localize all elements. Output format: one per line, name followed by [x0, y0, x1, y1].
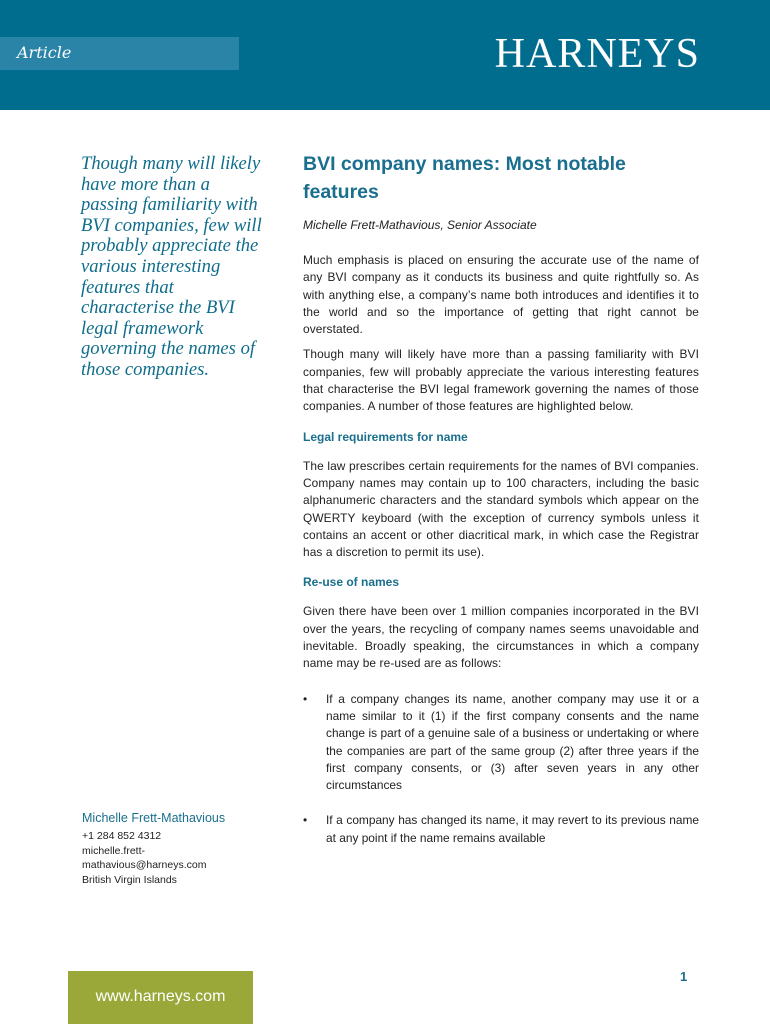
- article-tab-label: Article: [17, 43, 72, 62]
- article-tab: [0, 37, 239, 70]
- bullet-item: [303, 812, 699, 847]
- author-contact: [82, 811, 262, 887]
- section-paragraph: Given there have been over 1 million companies incorporated in the BVI over the years, the recycling of company names seems unavoidable and inevitable. Broadly speaking, the circumstances in which a company name may be re-used are as follows:: [303, 604, 699, 671]
- bullet-icon: •: [303, 813, 308, 828]
- website-link[interactable]: www.harneys.com: [95, 988, 226, 1005]
- author-email-line1: michelle.frett-: [82, 844, 146, 857]
- section-paragraph: The law prescribes certain requirements for the names of BVI companies. Company names may contain up to 100 characters, including the basic alphanumeric characters and the standard symbols which appear on the QWERTY keyboard (with the exception of currency symbols unless it contains an accent or other diacritical mark, in which case the Registrar has a discretion to permit its use).: [303, 458, 699, 560]
- author-email-line2: mathavious@harneys.com: [82, 859, 207, 871]
- author-name: Michelle Frett-Mathavious: [82, 811, 226, 825]
- pull-quote: Though many will likely have more than a passing familiarity with BVI companies, few will probably appreciate the various interesting features that characterise the BVI legal framework governing the names of those companies.: [81, 153, 262, 380]
- author-phone: +1 284 852 4312: [82, 830, 162, 842]
- harneys-logo: HARNEYS: [494, 31, 700, 77]
- section-heading-legal-requirements: Legal requirements for name: [303, 429, 468, 444]
- author-location: British Virgin Islands: [82, 873, 177, 886]
- page-number: 1: [680, 969, 688, 984]
- header-banner: [0, 0, 770, 110]
- website-box[interactable]: [68, 971, 253, 1024]
- article-title: BVI company names: Most notable features: [303, 153, 626, 203]
- article-body: [303, 150, 699, 861]
- section-heading-reuse-of-names: Re-use of names: [303, 575, 400, 590]
- intro-paragraph: Much emphasis is placed on ensuring the accurate use of the name of any BVI company as it conducts its business and quite rightfully so. As with anything else, a company’s name both introduces and identifies it to the world and so the importance of getting that right cannot be overstated.: [303, 253, 699, 337]
- bullet-item: [303, 691, 699, 795]
- bullet-text: If a company changes its name, another company may use it or a name similar to it (1) if the first company consents and the name change is part of a genuine sale of a business or undertaking or where the companies are part of the same group (2) after three years if the first company consents, or (3) after seven years in any other circumstances: [326, 691, 699, 793]
- bullet-icon: •: [303, 691, 308, 706]
- intro-paragraph: Though many will likely have more than a passing familiarity with BVI companies, few will probably appreciate the various interesting features that characterise the BVI legal framework governing the names of those companies. A number of those features are highlighted below.: [303, 347, 699, 414]
- article-byline: Michelle Frett-Mathavious, Senior Associate: [303, 218, 537, 232]
- bullet-text: If a company has changed its name, it may revert to its previous name at any point if the name remains available: [326, 813, 699, 845]
